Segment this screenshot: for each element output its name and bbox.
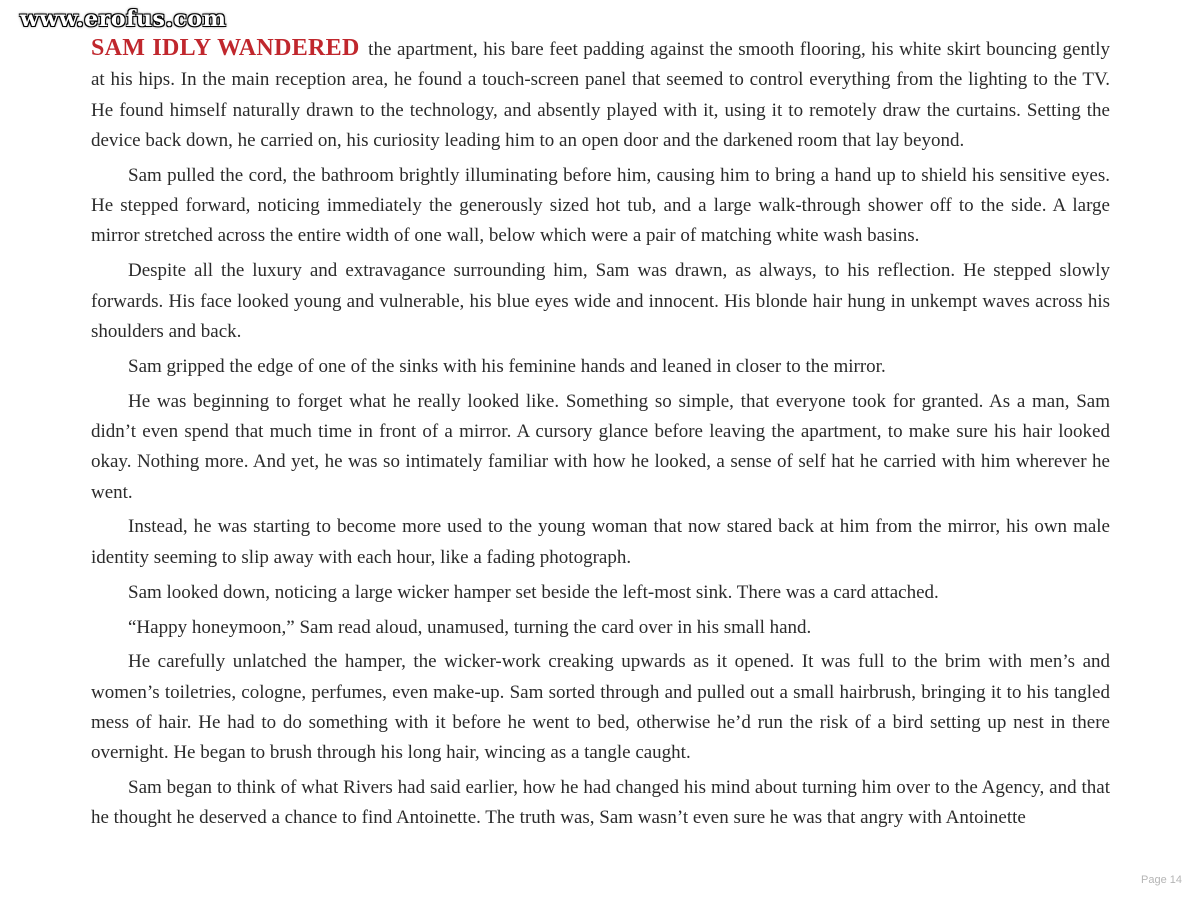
lead-in-heading: SAM IDLY WANDERED xyxy=(91,35,360,61)
paragraph-9: He carefully unlatched the hamper, the wicker-work creaking upwards as it opened. It was full to the brim with men’s and women’s toiletries, cologne, perfumes, even make-up. Sam sorted through and pulled out a small hairbrush, bringing it to his tangled mess of hair. He had to do something with it before he went to bed, otherwise he’d run the risk of a bird setting up nest in there overnight. He began to brush through his long hair, wincing as a tangle caught. xyxy=(91,651,1110,764)
paragraph-3: Despite all the luxury and extravagance surrounding him, Sam was drawn, as always, to his reflection. He stepped slowly forwards. His face looked young and vulnerable, his blue eyes wide and innocent. His blonde hair hung in unkempt waves across his shoulders and back. xyxy=(91,260,1110,342)
paragraph-5: He was beginning to forget what he really looked like. Something so simple, that everyone took for granted. As a man, Sam didn’t even spend that much time in front of a mirror. A cursory glance before leaving the apartment, to make sure his hair looked okay. Nothing more. And yet, he was so intimately familiar with how he looked, a sense of self hat he carried with him wherever he went. xyxy=(91,390,1110,503)
page-number: Page 14 xyxy=(1141,874,1182,886)
paragraph-1-text: the apartment, his bare feet padding against the smooth flooring, his white skirt bouncing gently at his hips. In the main reception area, he found a touch-screen panel that seemed to control everything from the lighting to the TV. He found himself naturally drawn to the technology, and absently played with it, using it to remotely draw the curtains. Setting the device back down, he carried on, his curiosity leading him to an open door and the darkened room that lay beyond. xyxy=(91,39,1110,151)
paragraph-8: “Happy honeymoon,” Sam read aloud, unamused, turning the card over in his small hand. xyxy=(128,616,812,638)
paragraph-4: Sam gripped the edge of one of the sinks with his feminine hands and leaned in closer to the mirror. xyxy=(128,355,886,377)
paragraph-10: Sam began to think of what Rivers had said earlier, how he had changed his mind about turning him over to the Agency, and that he thought he deserved a chance to find Antoinette. The truth was, Sam wasn’t even sure he was that angry with Antoinette xyxy=(91,777,1110,829)
paragraph-1 xyxy=(91,33,1110,156)
paragraph-2: Sam pulled the cord, the bathroom brightly illuminating before him, causing him to bring a hand up to shield his sensitive eyes. He stepped forward, noticing immediately the generously sized hot tub, and a large walk-through shower off to the side. A large mirror stretched across the entire width of one wall, below which were a pair of matching white wash basins. xyxy=(91,164,1110,247)
paragraph-7: Sam looked down, noticing a large wicker hamper set beside the left-most sink. There was a card attached. xyxy=(128,581,939,603)
site-watermark: www.erofus.com xyxy=(20,6,227,32)
story-text xyxy=(91,33,1110,838)
paragraph-6: Instead, he was starting to become more used to the young woman that now stared back at him from the mirror, his own male identity seeming to slip away with each hour, like a fading photograph. xyxy=(91,516,1110,568)
